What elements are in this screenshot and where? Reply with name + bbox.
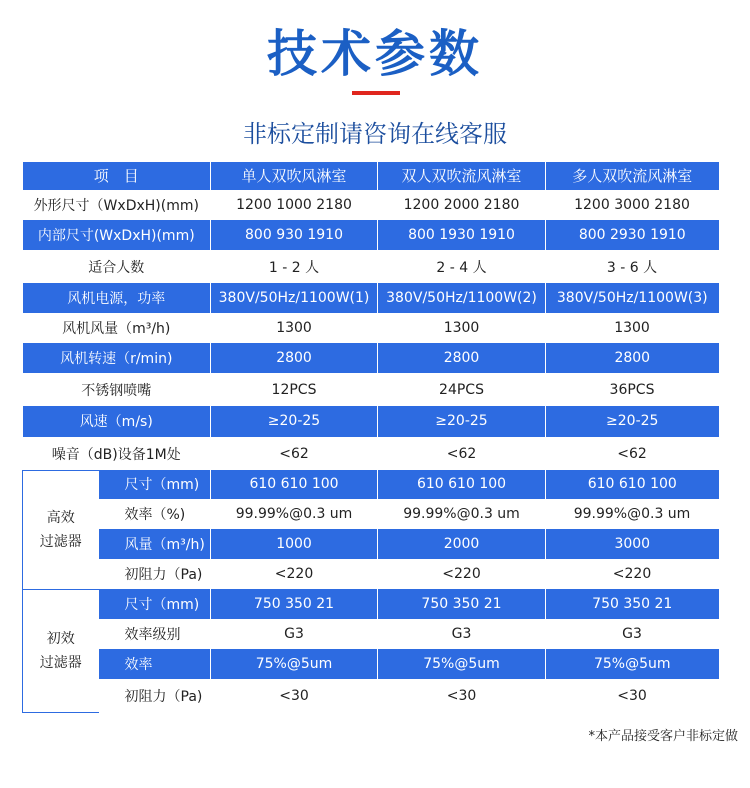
table-row xyxy=(23,470,719,499)
cell: 750 350 21 xyxy=(211,589,378,619)
table-row xyxy=(23,250,719,283)
cell: 610 610 100 xyxy=(211,470,378,499)
cell: ≥20-25 xyxy=(546,406,719,437)
cell: 2800 xyxy=(546,343,719,373)
table-row xyxy=(23,283,719,313)
row-label: 效率级别 xyxy=(99,619,211,649)
group-label-line: 过滤器 xyxy=(39,654,82,671)
table-row xyxy=(23,619,719,649)
row-label: 外形尺寸（WxDxH)(mm) xyxy=(23,190,211,220)
cell: 750 350 21 xyxy=(546,589,719,619)
row-label: 内部尺寸(WxDxH)(mm) xyxy=(23,220,211,250)
cell: ≥20-25 xyxy=(211,406,378,437)
table-row xyxy=(23,373,719,406)
cell: G3 xyxy=(378,619,546,649)
row-label: 风量（m³/h) xyxy=(99,529,211,559)
cell: 610 610 100 xyxy=(546,470,719,499)
cell: ≥20-25 xyxy=(378,406,546,437)
row-label: 效率（%) xyxy=(99,499,211,529)
header-item: 项 目 xyxy=(23,162,211,190)
table-row xyxy=(23,406,719,437)
table-row xyxy=(23,649,719,679)
cell: 380V/50Hz/1100W(1) xyxy=(211,283,378,313)
cell: <30 xyxy=(211,679,378,712)
cell: <30 xyxy=(378,679,546,712)
header-col3: 多人双吹流风淋室 xyxy=(546,162,719,190)
row-label: 尺寸（mm) xyxy=(99,589,211,619)
table-row xyxy=(23,437,719,470)
cell: 99.99%@0.3 um xyxy=(211,499,378,529)
table-header-row xyxy=(23,162,719,190)
cell: 3 - 6 人 xyxy=(546,250,719,283)
row-label: 风机转速（r/min) xyxy=(23,343,211,373)
cell: 12PCS xyxy=(211,373,378,406)
hepa-filter-group-label xyxy=(23,470,99,589)
cell: 610 610 100 xyxy=(378,470,546,499)
cell: 800 2930 1910 xyxy=(546,220,719,250)
group-label-line: 初效 xyxy=(46,630,75,647)
cell: <220 xyxy=(378,559,546,589)
cell: <62 xyxy=(378,437,546,470)
cell: 75%@5um xyxy=(546,649,719,679)
header-col2: 双人双吹流风淋室 xyxy=(378,162,546,190)
row-label: 风机电源，功率 xyxy=(23,283,211,313)
cell: 1 - 2 人 xyxy=(211,250,378,283)
cell: 1300 xyxy=(546,313,719,343)
group-label-line: 过滤器 xyxy=(39,533,82,550)
group-label-line: 高效 xyxy=(46,509,75,526)
row-label: 效率 xyxy=(99,649,211,679)
table-row xyxy=(23,679,719,712)
row-label: 初阻力（Pa) xyxy=(99,559,211,589)
cell: <30 xyxy=(546,679,719,712)
primary-filter-group-label xyxy=(23,589,99,712)
row-label: 风速（m/s) xyxy=(23,406,211,437)
cell: <62 xyxy=(211,437,378,470)
cell: 1200 3000 2180 xyxy=(546,190,719,220)
table-row xyxy=(23,499,719,529)
cell: 380V/50Hz/1100W(3) xyxy=(546,283,719,313)
row-label: 初阻力（Pa) xyxy=(99,679,211,712)
header-col1: 单人双吹风淋室 xyxy=(211,162,378,190)
footnote: *本产品接受客户非标定做 xyxy=(588,729,738,744)
cell: 3000 xyxy=(546,529,719,559)
cell: 24PCS xyxy=(378,373,546,406)
title-underline xyxy=(352,91,400,95)
cell: 1200 1000 2180 xyxy=(211,190,378,220)
table-row xyxy=(23,190,719,220)
page-title: 技术参数 xyxy=(267,25,483,83)
table-row xyxy=(23,589,719,619)
cell: 2000 xyxy=(378,529,546,559)
cell: 1200 2000 2180 xyxy=(378,190,546,220)
cell: 99.99%@0.3 um xyxy=(546,499,719,529)
cell: 380V/50Hz/1100W(2) xyxy=(378,283,546,313)
cell: G3 xyxy=(546,619,719,649)
row-label: 不锈钢喷嘴 xyxy=(23,373,211,406)
table-row xyxy=(23,313,719,343)
table-row xyxy=(23,220,719,250)
cell: 2 - 4 人 xyxy=(378,250,546,283)
cell: 800 1930 1910 xyxy=(378,220,546,250)
cell: 800 930 1910 xyxy=(211,220,378,250)
cell: <220 xyxy=(546,559,719,589)
cell: 1000 xyxy=(211,529,378,559)
cell: 1300 xyxy=(211,313,378,343)
row-label: 适合人数 xyxy=(23,250,211,283)
cell: 2800 xyxy=(378,343,546,373)
row-label: 尺寸（mm) xyxy=(99,470,211,499)
cell: <62 xyxy=(546,437,719,470)
table-row xyxy=(23,529,719,559)
table-row xyxy=(23,559,719,589)
cell: <220 xyxy=(211,559,378,589)
table-row xyxy=(23,343,719,373)
cell: 750 350 21 xyxy=(378,589,546,619)
cell: 2800 xyxy=(211,343,378,373)
cell: G3 xyxy=(211,619,378,649)
cell: 75%@5um xyxy=(211,649,378,679)
row-label: 风机风量（m³/h) xyxy=(23,313,211,343)
row-label: 噪音（dB)设备1M处 xyxy=(23,437,211,470)
cell: 1300 xyxy=(378,313,546,343)
cell: 75%@5um xyxy=(378,649,546,679)
specs-table xyxy=(22,162,719,713)
cell: 36PCS xyxy=(546,373,719,406)
page-subtitle: 非标定制请咨询在线客服 xyxy=(243,120,507,148)
cell: 99.99%@0.3 um xyxy=(378,499,546,529)
